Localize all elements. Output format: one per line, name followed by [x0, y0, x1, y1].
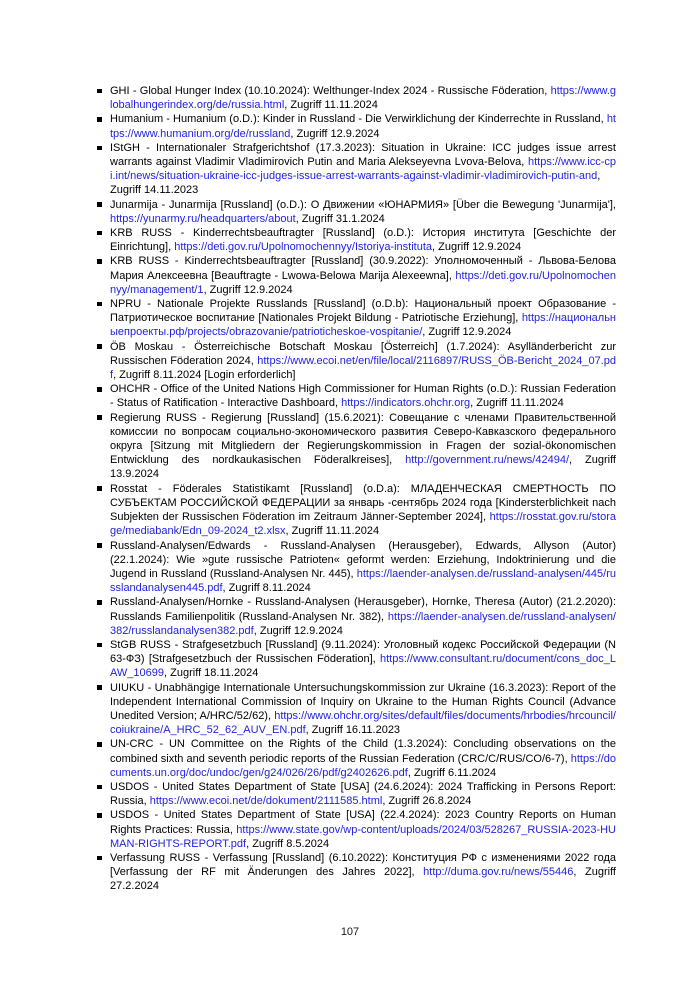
hyperlink[interactable]: https://www.ohchr.org/sites/default/files/documents/hrbodies/hrcouncil/coiukraine/A_HRC_52_62_AUV_EN.pdf	[110, 709, 616, 737]
entry-text: GHI - Global Hunger Index (10.10.2024): Welthunger-Index 2024 - Russische Föderation,	[110, 85, 551, 97]
entry-text: , Zugriff 12.9.2024	[290, 127, 380, 140]
hyperlink[interactable]: https://www.consultant.ru/document/cons_doc_LAW_10699	[110, 653, 616, 680]
hyperlink[interactable]: https://www.icc-cpi.int/news/situation-ukraine-icc-judges-issue-arrest-warrants-against-vladimir-vladimirovich-putin-and	[110, 156, 616, 183]
bullet-square-icon	[97, 344, 102, 349]
reference-entry	[97, 482, 616, 539]
bullet-square-icon	[97, 89, 102, 94]
entry-text: , Zugriff 12.9.2024	[432, 241, 522, 254]
entry-text: Russland-Analysen/Hornke - Russland-Analysen (Herausgeber), Hornke, Theresa (Autor) (21.2.2020): Russlands Familienpolitik (Russland-Analysen Nr. 382),	[110, 596, 616, 623]
hyperlink[interactable]: https://www.ecoi.net/en/file/local/2116897/RUSS_ÖB-Bericht_2024_07.pdf	[110, 354, 616, 382]
entry-text: KRB RUSS - Kinderrechtsbeauftragter [Russland] (30.9.2022): Уполномоченный - Львова-Белова Мария Алексеевна [Beauftragte - Lwowa-Belowa Marija Alexeewna],	[110, 255, 616, 282]
hyperlink[interactable]: https://rosstat.gov.ru/storage/mediabank/Edn_09-2024_t2.xlsx	[110, 511, 616, 538]
bullet-square-icon	[97, 415, 102, 420]
reference-entry	[97, 297, 616, 340]
entry-text: , Zugriff 16.11.2023	[305, 724, 401, 737]
entry-text: , Zugriff 12.9.2024	[422, 326, 512, 339]
bullet-square-icon	[97, 302, 102, 307]
entry-text: , Zugriff 8.11.2024 [Login erforderlich]	[113, 369, 296, 382]
hyperlink[interactable]: https://www.ecoi.net/de/dokument/2111585.html	[149, 795, 383, 808]
entry-text: OHCHR - Office of the United Nations High Commissioner for Human Rights (o.D.): Russian Federation - Status of Ratification - Interactive Dashboard,	[110, 383, 616, 410]
entry-text: KRB RUSS - Kinderrechtsbeauftragter [Russland] (o.D.): История института [Geschichte der Einrichtung],	[110, 227, 616, 254]
hyperlink[interactable]: https://indicators.ohchr.org	[341, 397, 471, 410]
entry-text: , Zugriff 11.11.2024	[284, 99, 378, 112]
bullet-square-icon	[97, 202, 102, 207]
hyperlink[interactable]: https://национальныепроекты.рф/projects/obrazovanie/patrioticheskoe-vospitanie/	[110, 312, 616, 339]
entry-text: Humanium - Humanium (o.D.): Kinder in Russland - Die Verwirklichung der Kinderrechte in Russland,	[110, 113, 607, 126]
hyperlink[interactable]: https://www.state.gov/wp-content/uploads/2024/03/528267_RUSSIA-2023-HUMAN-RIGHTS-REPORT.pdf	[110, 823, 616, 850]
hyperlink[interactable]: https://deti.gov.ru/Upolnomochennyy/management/1	[110, 269, 616, 296]
entry-text: USDOS - United States Department of State [USA] (22.4.2024): 2023 Country Reports on Human Rights Practices: Russia,	[110, 809, 616, 836]
reference-entry	[97, 851, 616, 894]
reference-entry	[97, 84, 616, 112]
reference-entry	[97, 539, 616, 596]
entry-text: , Zugriff 11.11.2024	[470, 397, 564, 410]
bullet-square-icon	[97, 643, 102, 648]
entry-text: , Zugriff 8.11.2024	[222, 582, 311, 595]
entry-text: , Zugriff 31.1.2024	[295, 212, 385, 225]
reference-entry	[97, 141, 616, 198]
entry-text: , Zugriff 27.2.2024	[110, 866, 616, 893]
hyperlink[interactable]: https://www.humanium.org/de/russland	[110, 113, 616, 140]
entry-text: , Zugriff 6.11.2024	[407, 766, 497, 779]
bullet-square-icon	[97, 146, 102, 151]
reference-entry	[97, 411, 616, 482]
entry-text: , Zugriff 18.11.2024	[164, 667, 259, 680]
reference-entry	[97, 382, 616, 410]
entry-text: , Zugriff 14.11.2023	[110, 170, 601, 197]
entry-text: , Zugriff 12.9.2024	[253, 624, 343, 637]
bullet-square-icon	[97, 813, 102, 818]
hyperlink[interactable]: https://deti.gov.ru/Upolnomochennyy/Istoriya-instituta	[174, 241, 433, 254]
entry-text: NPRU - Nationale Projekte Russlands [Russland] (o.D.b): Национальный проект Образование - Патриотическое воспитание [Nationales Projekt Bildung - Patriotische Erziehung],	[110, 298, 616, 325]
reference-entry	[97, 254, 616, 297]
hyperlink[interactable]: https://www.globalhungerindex.org/de/russia.html	[110, 85, 616, 112]
bullet-square-icon	[97, 742, 102, 747]
entry-text: , Zugriff 12.9.2024	[203, 283, 293, 296]
reference-entry	[97, 808, 616, 851]
entry-text: Regierung RUSS - Regierung [Russland] (15.6.2021): Совещание с членами Правительственной комиссии по вопросам социально-экономического развития Северо-Кавказского федерального округа [Sitzung mit Mitgliedern der Regierungskommission in Fragen der sozial-ökonomischen Entwicklung des nordkaukasischen Föderalkreises],	[110, 411, 616, 467]
reference-entry	[97, 595, 616, 638]
entry-text: , Zugriff 11.11.2024	[285, 525, 380, 538]
hyperlink[interactable]: http://duma.gov.ru/news/55446	[423, 866, 574, 879]
reference-entry	[97, 780, 616, 808]
entry-text: IStGH - Internationaler Strafgerichtshof (17.3.2023): Situation in Ukraine: ICC judges issue arrest warrants against Vladimir Vladimirovich Putin and Maria Alekseyevna Lvova-Belova,	[110, 141, 616, 169]
bullet-square-icon	[97, 600, 102, 605]
bullet-square-icon	[97, 117, 102, 122]
hyperlink[interactable]: http://government.ru/news/42494/	[405, 454, 570, 467]
entry-text: Junarmija - Junarmija [Russland] (o.D.): О Движении «ЮНАРМИЯ» [Über die Bewegung 'Junarmija'],	[110, 198, 616, 211]
reference-entry	[97, 198, 616, 226]
entry-text: Verfassung RUSS - Verfassung [Russland] (6.10.2022): Конституция РФ с изменениями 2022 года [Verfassung der RF mit Änderungen des Jahres 2022],	[110, 851, 616, 879]
entry-text: Russland-Analysen/Edwards - Russland-Analysen (Herausgeber), Edwards, Allyson (Autor) (22.1.2024): Wie »gute russische Patrioten« geformt werden: Erziehung, Indoktrinierung und die Jugend in Russland (Russland-Analysen Nr. 445),	[110, 539, 616, 580]
page-number: 107	[340, 926, 360, 938]
reference-list	[97, 84, 616, 894]
entry-text: UN-CRC - UN Committee on the Rights of the Child (1.3.2024): Concluding observations on the combined sixth and seventh periodic reports of the Russian Federation (CRC/C/RUS/CO/6-7),	[110, 738, 616, 765]
bullet-square-icon	[97, 856, 102, 861]
entry-text: Rosstat - Föderales Statistikamt [Russland] (o.D.a): МЛАДЕНЧЕСКАЯ СМЕРТНОСТЬ ПО СУБЪЕКТАМ РОССИЙСКОЙ ФЕДЕРАЦИИ за январь -сентябрь 2024 года [Kindersterblichkeit nach Subjekten der Russischen Föderation im Zeitraum Jänner-September 2024],	[110, 482, 616, 524]
hyperlink[interactable]: https://documents.un.org/doc/undoc/gen/g24/026/26/pdf/g2402626.pdf	[110, 752, 616, 779]
entry-text: StGB RUSS - Strafgesetzbuch [Russland] (9.11.2024): Уголовный кодекс Российской Федерации (N 63-ФЗ) [Strafgesetzbuch der Russischen Föderation],	[110, 638, 616, 666]
reference-entry	[97, 638, 616, 681]
reference-entry	[97, 737, 616, 780]
bullet-square-icon	[97, 785, 102, 790]
bullet-square-icon	[97, 387, 102, 392]
bullet-square-icon	[97, 231, 102, 236]
reference-entry	[97, 226, 616, 254]
reference-entry	[97, 112, 616, 140]
entry-text: , Zugriff 8.5.2024	[246, 837, 330, 850]
reference-entry	[97, 681, 616, 738]
bullet-square-icon	[97, 259, 102, 264]
bullet-square-icon	[97, 685, 102, 690]
entry-text: , Zugriff 13.9.2024	[110, 454, 616, 481]
hyperlink[interactable]: https://laender-analysen.de/russland-analysen/382/russlandanalysen382.pdf	[110, 610, 616, 637]
entry-text: USDOS - United States Department of State [USA] (24.6.2024): 2024 Trafficking in Persons Report: Russia,	[110, 780, 616, 808]
hyperlink[interactable]: https://laender-analysen.de/russland-analysen/445/russlandanalysen445.pdf	[110, 567, 616, 595]
bullet-square-icon	[97, 486, 102, 491]
reference-entry	[97, 340, 616, 383]
entry-text: UIUKU - Unabhängige Internationale Untersuchungskommission zur Ukraine (16.3.2023): Report of the Independent International Commission of Inquiry on Ukraine to the Human Rights Council (Advance Unedited Version; A/HRC/52/62),	[110, 681, 616, 722]
entry-text: , Zugriff 26.8.2024	[382, 795, 472, 808]
entry-text: ÖB Moskau - Österreichische Botschaft Moskau [Österreich] (1.7.2024): Asylländerbericht zur Russischen Föderation 2024,	[110, 340, 616, 367]
bullet-square-icon	[97, 543, 102, 548]
hyperlink[interactable]: https://yunarmy.ru/headquarters/about	[110, 212, 296, 225]
